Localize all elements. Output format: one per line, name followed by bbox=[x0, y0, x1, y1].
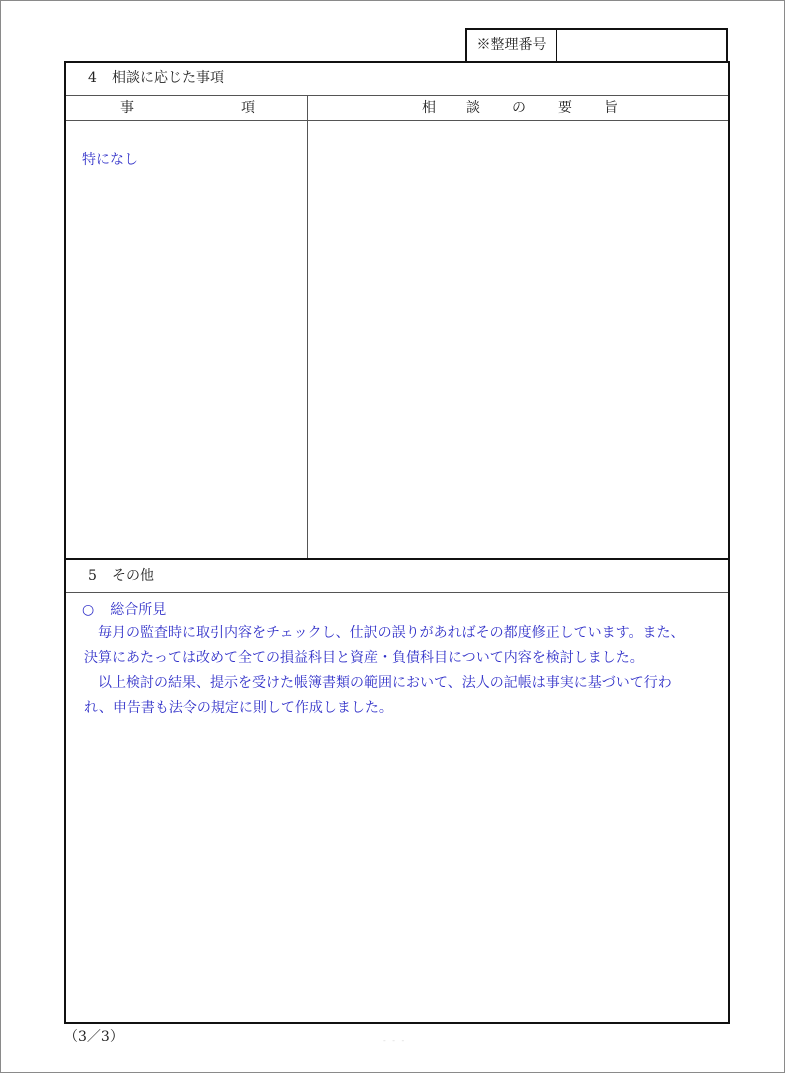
column-header-summary-3: の bbox=[512, 100, 526, 116]
column-divider bbox=[307, 96, 308, 558]
column-header-summary-1: 相 bbox=[422, 100, 436, 116]
section4-title-text: 相談に応じた事項 bbox=[112, 70, 224, 86]
registration-number-field[interactable] bbox=[557, 30, 727, 61]
faint-mark: - - - bbox=[383, 1036, 407, 1045]
form-table bbox=[64, 61, 730, 1024]
section-divider bbox=[66, 558, 728, 560]
remarks-line-3: 以上検討の結果、提示を受けた帳簿書類の範囲において、法人の記帳は事実に基づいて行わ bbox=[98, 675, 672, 691]
page-indicator: （3／3） bbox=[64, 1029, 124, 1045]
registration-number-label: ※整理番号 bbox=[467, 30, 557, 61]
column-header-summary-5: 旨 bbox=[604, 100, 618, 116]
bullet-heading-text: 総合所見 bbox=[110, 602, 167, 618]
divider bbox=[66, 95, 728, 96]
divider bbox=[66, 120, 728, 121]
registration-number-box bbox=[465, 28, 728, 61]
bullet-heading bbox=[82, 599, 166, 619]
column-header-item-1: 事 bbox=[120, 100, 134, 116]
column-header-summary-4: 要 bbox=[558, 100, 572, 116]
remarks-line-4: れ、申告書も法令の規定に則して作成しました。 bbox=[84, 700, 393, 716]
divider bbox=[66, 592, 728, 593]
remarks-line-1: 毎月の監査時に取引内容をチェックし、仕訳の誤りがあればその都度修正しています。また、 bbox=[98, 625, 685, 641]
remarks-line-2: 決算にあたっては改めて全ての損益科目と資産・負債科目について内容を検討しました。 bbox=[84, 650, 644, 666]
bullet-symbol: ○ bbox=[82, 602, 95, 618]
section5-number: 5 bbox=[88, 568, 97, 584]
section4-left-entry: 特になし bbox=[82, 152, 138, 168]
section4-number: 4 bbox=[88, 70, 97, 86]
column-header-item-2: 項 bbox=[241, 100, 255, 116]
column-header-summary-2: 談 bbox=[466, 100, 480, 116]
section5-title-text: その他 bbox=[112, 568, 154, 584]
